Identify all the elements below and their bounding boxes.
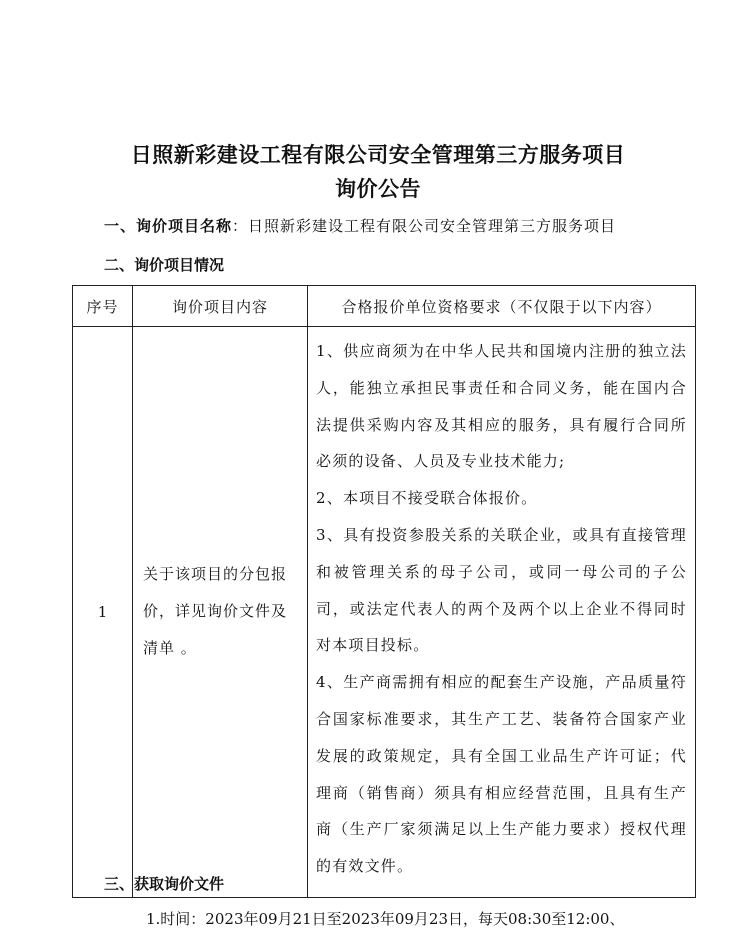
section-project-name-value: ：日照新彩建设工程有限公司安全管理第三方服务项目	[232, 217, 617, 235]
header-serial-no: 序号	[73, 286, 133, 327]
requirement-item: 1、供应商须为在中华人民共和国境内注册的独立法人，能独立承担民事责任和合同义务，能在国内合法提供采购内容及其相应的服务，具有履行合同所必须的设备、人员及专业技术能力;	[316, 342, 687, 471]
row-qualification-requirements	[308, 327, 696, 898]
inquiry-table	[72, 285, 696, 898]
notice-subtitle: 询价公告	[335, 177, 421, 201]
requirement-item: 4、生产商需拥有相应的配套生产设施，产品质量符合国家标准要求，其生产工艺、装备符合国家产业发展的政策规定，具有全国工业品生产许可证；代理商（销售商）须具有相应经营范围，且具有生产商（生产厂家须满足以上生产能力要求）授权代理的有效文件。	[316, 673, 687, 876]
section-project-name	[104, 214, 616, 238]
requirement-item: 2、本项目不接受联合体报价。	[316, 489, 538, 508]
header-qualification-requirements: 合格报价单位资格要求（不仅限于以下内容）	[308, 286, 696, 327]
notice-title: 日照新彩建设工程有限公司安全管理第三方服务项目	[130, 143, 626, 167]
header-inquiry-content: 询价项目内容	[133, 286, 308, 327]
section-obtain-documents	[104, 872, 224, 896]
row-serial-no: 1	[73, 327, 133, 898]
requirement-item: 3、具有投资参股关系的关联企业，或具有直接管理和被管理关系的母子公司，或同一母公司的子公司，或法定代表人的两个及两个以上企业不得同时对本项目投标。	[316, 525, 687, 655]
section-project-status-heading: 二、询价项目情况	[104, 256, 225, 274]
obtain-documents-time: 1.时间：2023年09月21日至2023年09月23日，每天08:30至12:00、	[146, 910, 625, 928]
section-project-status	[104, 253, 224, 277]
table-header-row	[73, 286, 696, 327]
section-obtain-documents-heading: 三、获取询价文件	[104, 875, 225, 893]
row-inquiry-content: 关于该项目的分包报价，详见询价文件及清单 。	[133, 327, 308, 898]
table-row	[73, 327, 696, 898]
section-project-name-heading: 一、询价项目名称	[104, 217, 233, 235]
